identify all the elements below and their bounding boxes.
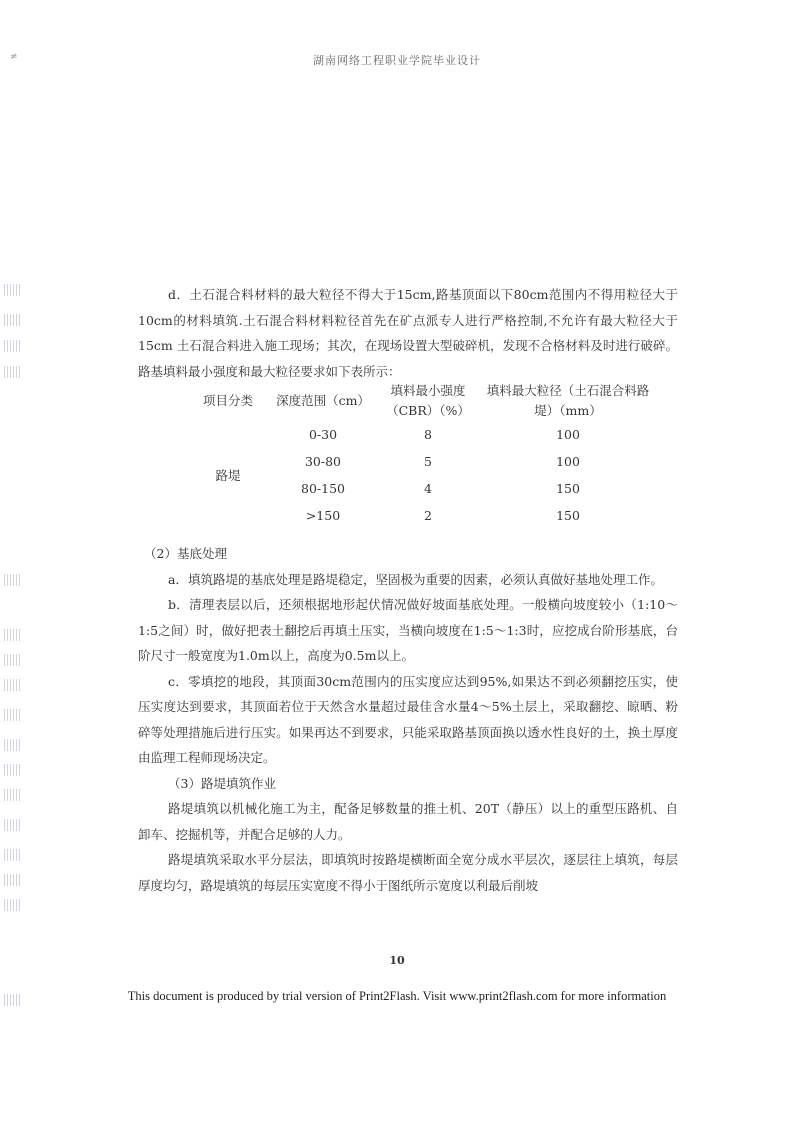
cell-cbr: 8 — [424, 427, 432, 442]
table-row — [183, 421, 653, 448]
header-max-size: 填料最大粒径（土石混合料路堤）（mm） — [486, 383, 650, 418]
paragraph-b: b．清理表层以后，还须根据地形起伏情况做好坡面基底处理。一般横向坡度较小（1:10～1:5之间）时，做好把表土翻挖后再填土压实，当横向坡度在1:5～1:3时，应挖成台阶形基底，台阶尺寸一般宽度为1.0m以上，高度为0.5m以上。 — [138, 597, 678, 663]
paragraph-c: c．零填挖的地段，其顶面30cm范围内的压实度应达到95%,如果达不到必须翻挖压实，使压实度达到要求，其顶面若位于天然含水量超过最佳含水量4～5%土层上，采取翻挖、晾晒、粉碎等处理措施后进行压实。如果再达不到要求，只能采取路基顶面换以透水性良好的土，换土厚度由监理工程师现场决定。 — [138, 673, 678, 765]
top-text-block — [138, 282, 678, 384]
cell-depth: 30-80 — [304, 454, 342, 469]
group-label: 路堤 — [215, 468, 241, 483]
cell-max-size: 100 — [556, 427, 580, 442]
cell-depth: >150 — [305, 508, 341, 523]
paragraph-a: a．填筑路堤的基底处理是路堤稳定，坚固极为重要的因素，必须认真做好基地处理工作。 — [168, 571, 663, 587]
cell-max-size: 150 — [556, 481, 580, 496]
cell-cbr: 5 — [424, 454, 432, 469]
paragraph-fill-1: 路堤填筑以机械化施工为主，配备足够数量的推土机、20T（静压）以上的重型压路机、自卸车、挖掘机等，并配合足够的人力。 — [138, 801, 678, 842]
page-number: 10 — [389, 954, 405, 967]
paragraph-fill-2: 路堤填筑采取水平分层法，即填筑时按路堤横断面全宽分成水平层次，逐层往上填筑，每层厚度均匀，路堤填筑的每层压实宽度不得小于图纸所示宽度以利最后削坡 — [138, 852, 678, 893]
cell-depth: 0-30 — [308, 427, 338, 442]
trial-footer: This document is produced by trial version of Print2Flash. Visit www.print2flash.com for more information — [127, 989, 667, 1003]
fill-requirement-table — [183, 381, 653, 529]
page-header: 湖南网络工程职业学院毕业设计 — [313, 54, 481, 67]
section-2-title: （2）基底处理 — [144, 546, 227, 561]
main-text-block — [138, 541, 678, 898]
cell-max-size: 150 — [556, 508, 580, 523]
paragraph-d: d．土石混合料材料的最大粒径不得大于15cm,路基顶面以下80cm范围内不得用粒径大于10cm的材料填筑.土石混合料材料粒径首先在矿点派专人进行严格控制,不允许有最大粒径大于15cm 土石混合料进入施工现场；其次，在现场设置大型破碎机，发现不合格材料及时进行破碎。路基填料最小强度和最大粒径要求如下表所示： — [138, 287, 678, 379]
table-header-row — [183, 381, 653, 421]
header-depth: 深度范围（cm） — [276, 393, 370, 408]
cell-max-size: 100 — [556, 454, 580, 469]
corner-mark: ≠ — [10, 52, 18, 62]
cell-cbr: 2 — [424, 508, 432, 523]
section-3-title: （3）路堤填筑作业 — [168, 775, 276, 791]
cell-depth: 80-150 — [301, 481, 345, 496]
header-cbr: 填料最小强度（CBR）（%） — [386, 383, 470, 418]
header-category: 项目分类 — [202, 393, 253, 408]
cell-cbr: 4 — [424, 481, 432, 496]
